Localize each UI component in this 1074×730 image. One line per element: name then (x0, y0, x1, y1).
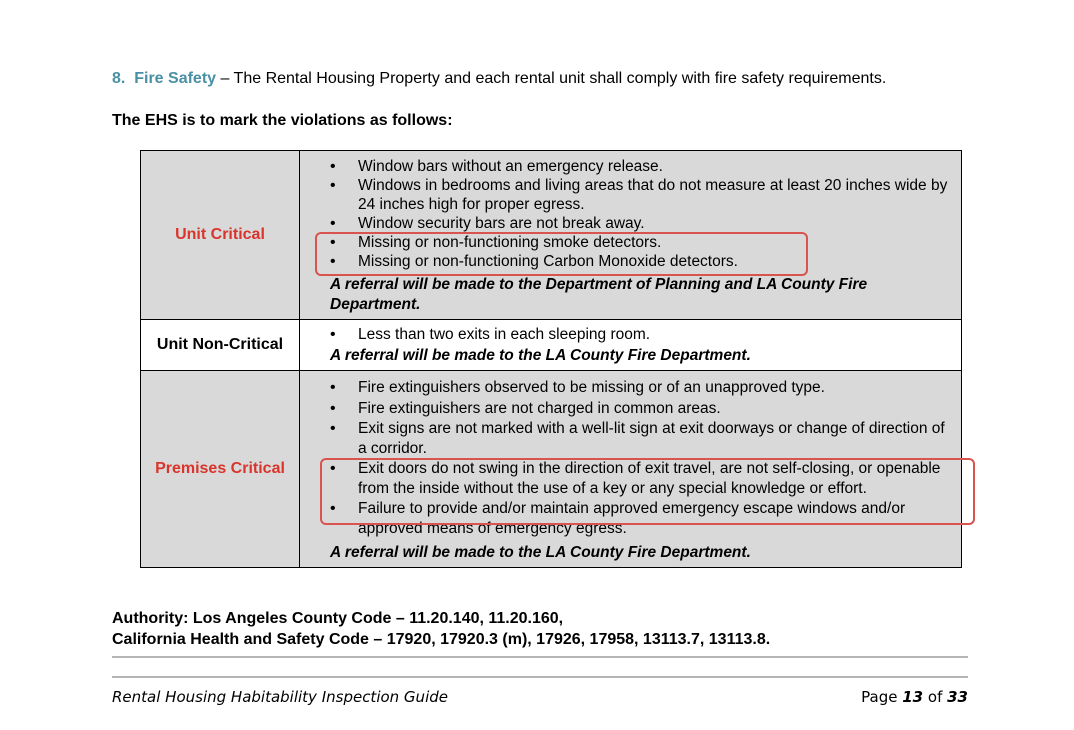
list-item: • Fire extinguishers are not charged in common areas. (330, 398, 955, 419)
section-text: – The Rental Housing Property and each rental unit shall comply with fire safety requirements. (216, 70, 887, 87)
violations-table (140, 150, 962, 568)
list-item: • Windows in bedrooms and living areas that do not measure at least 20 inches wide by 24 inches high for proper egress. (330, 176, 955, 214)
authority-line-1: Authority: Los Angeles County Code – 11.20.140, 11.20.160, (112, 610, 564, 627)
list-item: • Missing or non-functioning smoke detectors. (330, 233, 955, 252)
authority-citation (112, 608, 770, 650)
section-title: Fire Safety (134, 70, 217, 87)
list-item: • Window bars without an emergency release. (330, 157, 955, 176)
description-unit-critical (300, 151, 962, 320)
section-heading (112, 70, 886, 88)
row-unit-non-critical (141, 320, 962, 371)
section-number: 8. (112, 70, 126, 87)
subheading: The EHS is to mark the violations as follows: (112, 112, 453, 129)
referral-note: A referral will be made to the LA County Fire Department. (330, 347, 751, 364)
category-unit-non-critical: Unit Non-Critical (141, 320, 300, 371)
total-pages: 33 (947, 688, 968, 706)
footer-title: Rental Housing Habitability Inspection Guide (112, 688, 448, 706)
list-item: • Failure to provide and/or maintain approved emergency escape windows and/or approved means of emergency egress. (330, 499, 955, 539)
row-premises-critical (141, 371, 962, 568)
referral-note: A referral will be made to the Department of Planning and LA County Fire Department. (330, 276, 868, 313)
of-label: of (923, 688, 948, 706)
list-item: • Fire extinguishers observed to be missing or of an unapproved type. (330, 377, 955, 398)
list-item: • Window security bars are not break away. (330, 214, 955, 233)
list-item: • Exit signs are not marked with a well-lit sign at exit doorways or change of direction of a corridor. (330, 419, 955, 459)
list-item: • Missing or non-functioning Carbon Monoxide detectors. (330, 252, 955, 271)
referral-note: A referral will be made to the LA County Fire Department. (330, 544, 751, 561)
description-premises-critical (300, 371, 962, 568)
list-item: • Exit doors do not swing in the direction of exit travel, are not self-closing, or openable from the inside without the use of a key or any special knowledge or effort. (330, 459, 955, 499)
page-number (861, 688, 968, 706)
page-label: Page (861, 688, 903, 706)
divider (112, 656, 968, 658)
category-premises-critical: Premises Critical (141, 371, 300, 568)
divider (112, 676, 968, 678)
authority-line-2: California Health and Safety Code – 17920, 17920.3 (m), 17926, 17958, 13113.7, 13113.8. (112, 631, 771, 648)
list-item: • Less than two exits in each sleeping room. (330, 325, 955, 344)
category-unit-critical: Unit Critical (141, 151, 300, 320)
row-unit-critical (141, 151, 962, 320)
current-page: 13 (902, 688, 924, 706)
description-unit-non-critical (300, 320, 962, 371)
